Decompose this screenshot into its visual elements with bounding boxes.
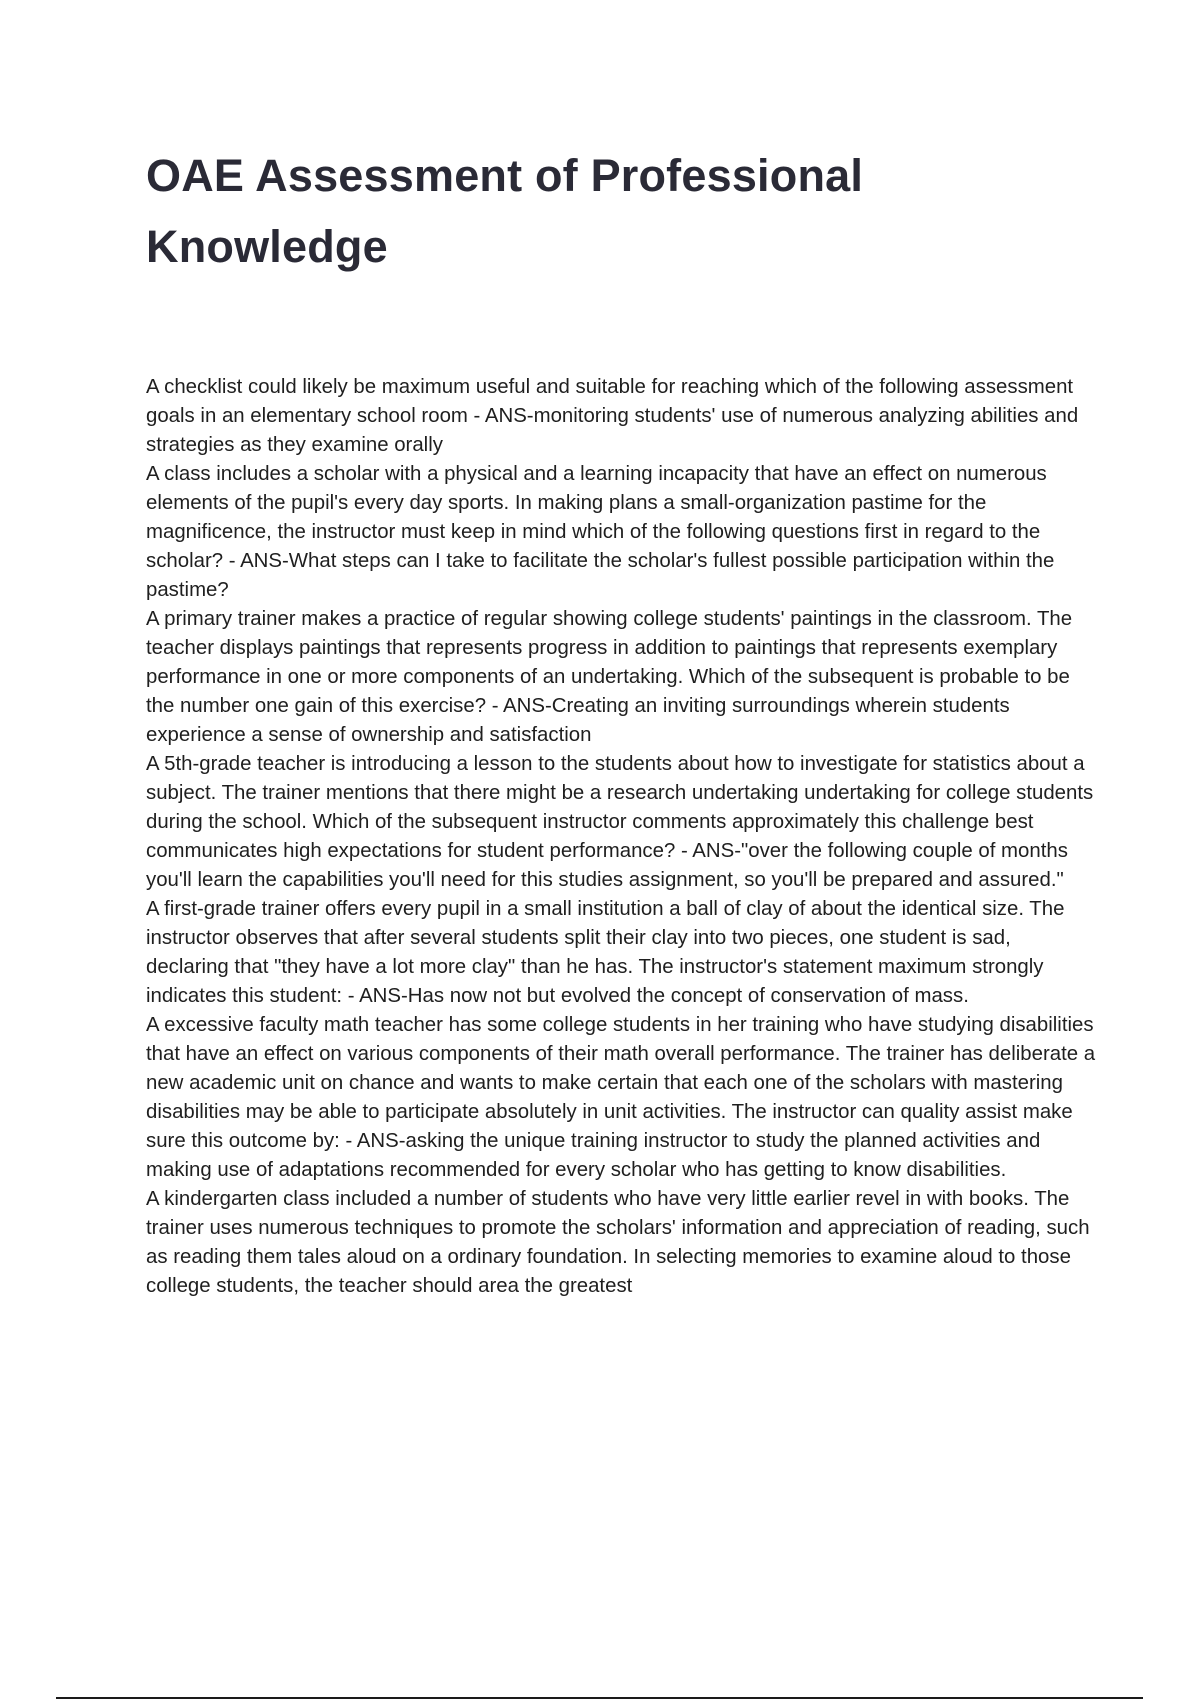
question-answer-paragraph: A excessive faculty math teacher has some college students in her training who have studying disabilities that have an effect on various components of their math overall performance. The trainer has deliberate a new academic unit on chance and wants to make certain that each one of the scholars with mastering disabilities may be able to participate absolutely in unit activities. The instructor can quality assist make sure this outcome by: - ANS-asking the unique training instructor to study the planned activities and making use of adaptations recommended for every scholar who has getting to know disabilities.: [146, 1014, 1096, 1181]
document-body: [146, 373, 1096, 1301]
document-title: OAE Assessment of Professional Knowledge: [146, 150, 864, 272]
footer-divider: [56, 1697, 1143, 1699]
question-answer-paragraph: A kindergarten class included a number of students who have very little earlier revel in with books. The trainer uses numerous techniques to promote the scholars' information and appreciation of reading, such as reading them tales aloud on a ordinary foundation. In selecting memories to examine aloud to those college students, the teacher should area the greatest: [146, 1188, 1090, 1297]
question-answer-paragraph: A class includes a scholar with a physical and a learning incapacity that have an effect on numerous elements of the pupil's every day sports. In making plans a small-organization pastime for the magnificence, the instructor must keep in mind which of the following questions first in regard to the scholar? - ANS-What steps can I take to facilitate the scholar's fullest possible participation within the pastime?: [146, 463, 1055, 601]
question-answer-paragraph: A first-grade trainer offers every pupil in a small institution a ball of clay of about the identical size. The instructor observes that after several students split their clay into two pieces, one student is sad, declaring that "they have a lot more clay" than he has. The instructor's statement maximum strongly indicates this student: - ANS-Has now not but evolved the concept of conservation of mass.: [146, 898, 1065, 1007]
question-answer-paragraph: A 5th-grade teacher is introducing a lesson to the students about how to investigate for statistics about a subject. The trainer mentions that there might be a research undertaking undertaking for college students during the school. Which of the subsequent instructor comments approximately this challenge best communicates high expectations for student performance? - ANS-"over the following couple of months you'll learn the capabilities you'll need for this studies assignment, so you'll be prepared and assured.": [146, 753, 1094, 891]
question-answer-paragraph: A checklist could likely be maximum useful and suitable for reaching which of the following assessment goals in an elementary school room - ANS-monitoring students' use of numerous analyzing abilities and strategies as they examine orally: [146, 376, 1079, 456]
question-answer-paragraph: A primary trainer makes a practice of regular showing college students' paintings in the classroom. The teacher displays paintings that represents progress in addition to paintings that represents exemplary performance in one or more components of an undertaking. Which of the subsequent is probable to be the number one gain of this exercise? - ANS-Creating an inviting surroundings wherein students experience a sense of ownership and satisfaction: [146, 608, 1073, 746]
